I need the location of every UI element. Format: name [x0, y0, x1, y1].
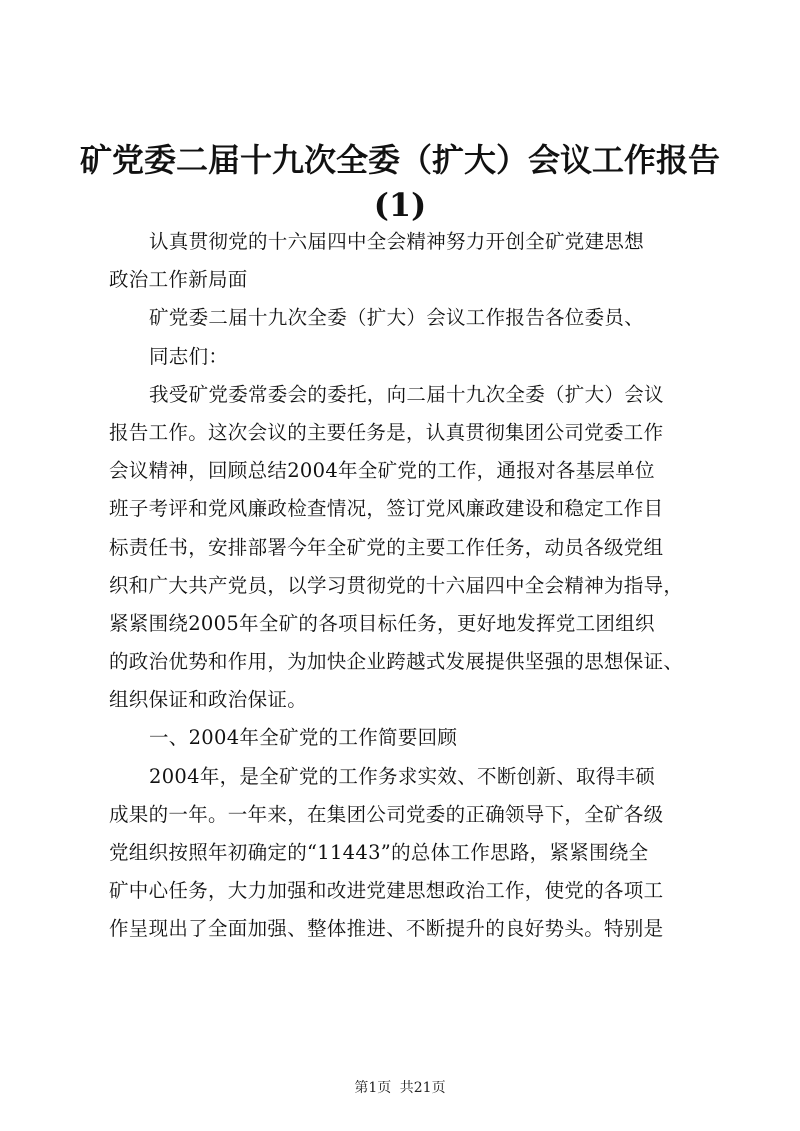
- text-line: 织和广大共产党员，以学习贯彻党的十六届四中全会精神为指导，: [109, 573, 684, 597]
- page-footer: [0, 1078, 800, 1098]
- text-line: 组织保证和政治保证。: [109, 688, 308, 712]
- page-number: 第1页: [354, 1080, 392, 1096]
- text-line: 标责任书，安排部署今年全矿党的主要工作任务，动员各级党组: [109, 535, 664, 559]
- document-title-line-2: (1): [373, 186, 427, 224]
- text-line: 会议精神，回顾总结2004年全矿党的工作，通报对各基层单位: [109, 459, 655, 483]
- text-line: 成果的一年。一年来，在集团公司党委的正确领导下，全矿各级: [109, 802, 664, 826]
- text-line: 政治工作新局面: [109, 268, 248, 292]
- text-line: 班子考评和党风廉政检查情况，签订党风廉政建设和稳定工作目: [109, 497, 664, 521]
- text-line: 我受矿党委常委会的委托，向二届十九次全委（扩大）会议: [149, 382, 664, 406]
- text-line: 紧紧围绕2005年全矿的各项目标任务，更好地发挥党工团组织: [109, 611, 655, 635]
- document-body: [109, 223, 709, 949]
- text-line: 2004年，是全矿党的工作务求实效、不断创新、取得丰硕: [149, 764, 656, 788]
- text-line: 报告工作。这次会议的主要任务是，认真贯彻集团公司党委工作: [109, 420, 664, 444]
- text-line: 党组织按照年初确定的“11443”的总体工作思路，紧紧围绕全: [109, 841, 649, 864]
- page-total: 共21页: [399, 1080, 446, 1096]
- text-line: 矿党委二届十九次全委（扩大）会议工作报告各位委员、: [149, 306, 645, 330]
- text-line: 矿中心任务，大力加强和改进党建思想政治工作，使党的各项工: [109, 879, 664, 903]
- document-title-line-1: 矿党委二届十九次全委（扩大）会议工作报告: [80, 141, 721, 179]
- text-line: 的政治优势和作用，为加快企业跨越式发展提供坚强的思想保证、: [109, 650, 684, 674]
- text-line: 认真贯彻党的十六届四中全会精神努力开创全矿党建思想: [149, 230, 645, 253]
- text-line: 一、2004年全矿党的工作简要回顾: [149, 726, 458, 750]
- text-line: 作呈现出了全面加强、整体推进、不断提升的良好势头。特别是: [109, 917, 664, 941]
- text-line: 同志们：: [149, 344, 229, 368]
